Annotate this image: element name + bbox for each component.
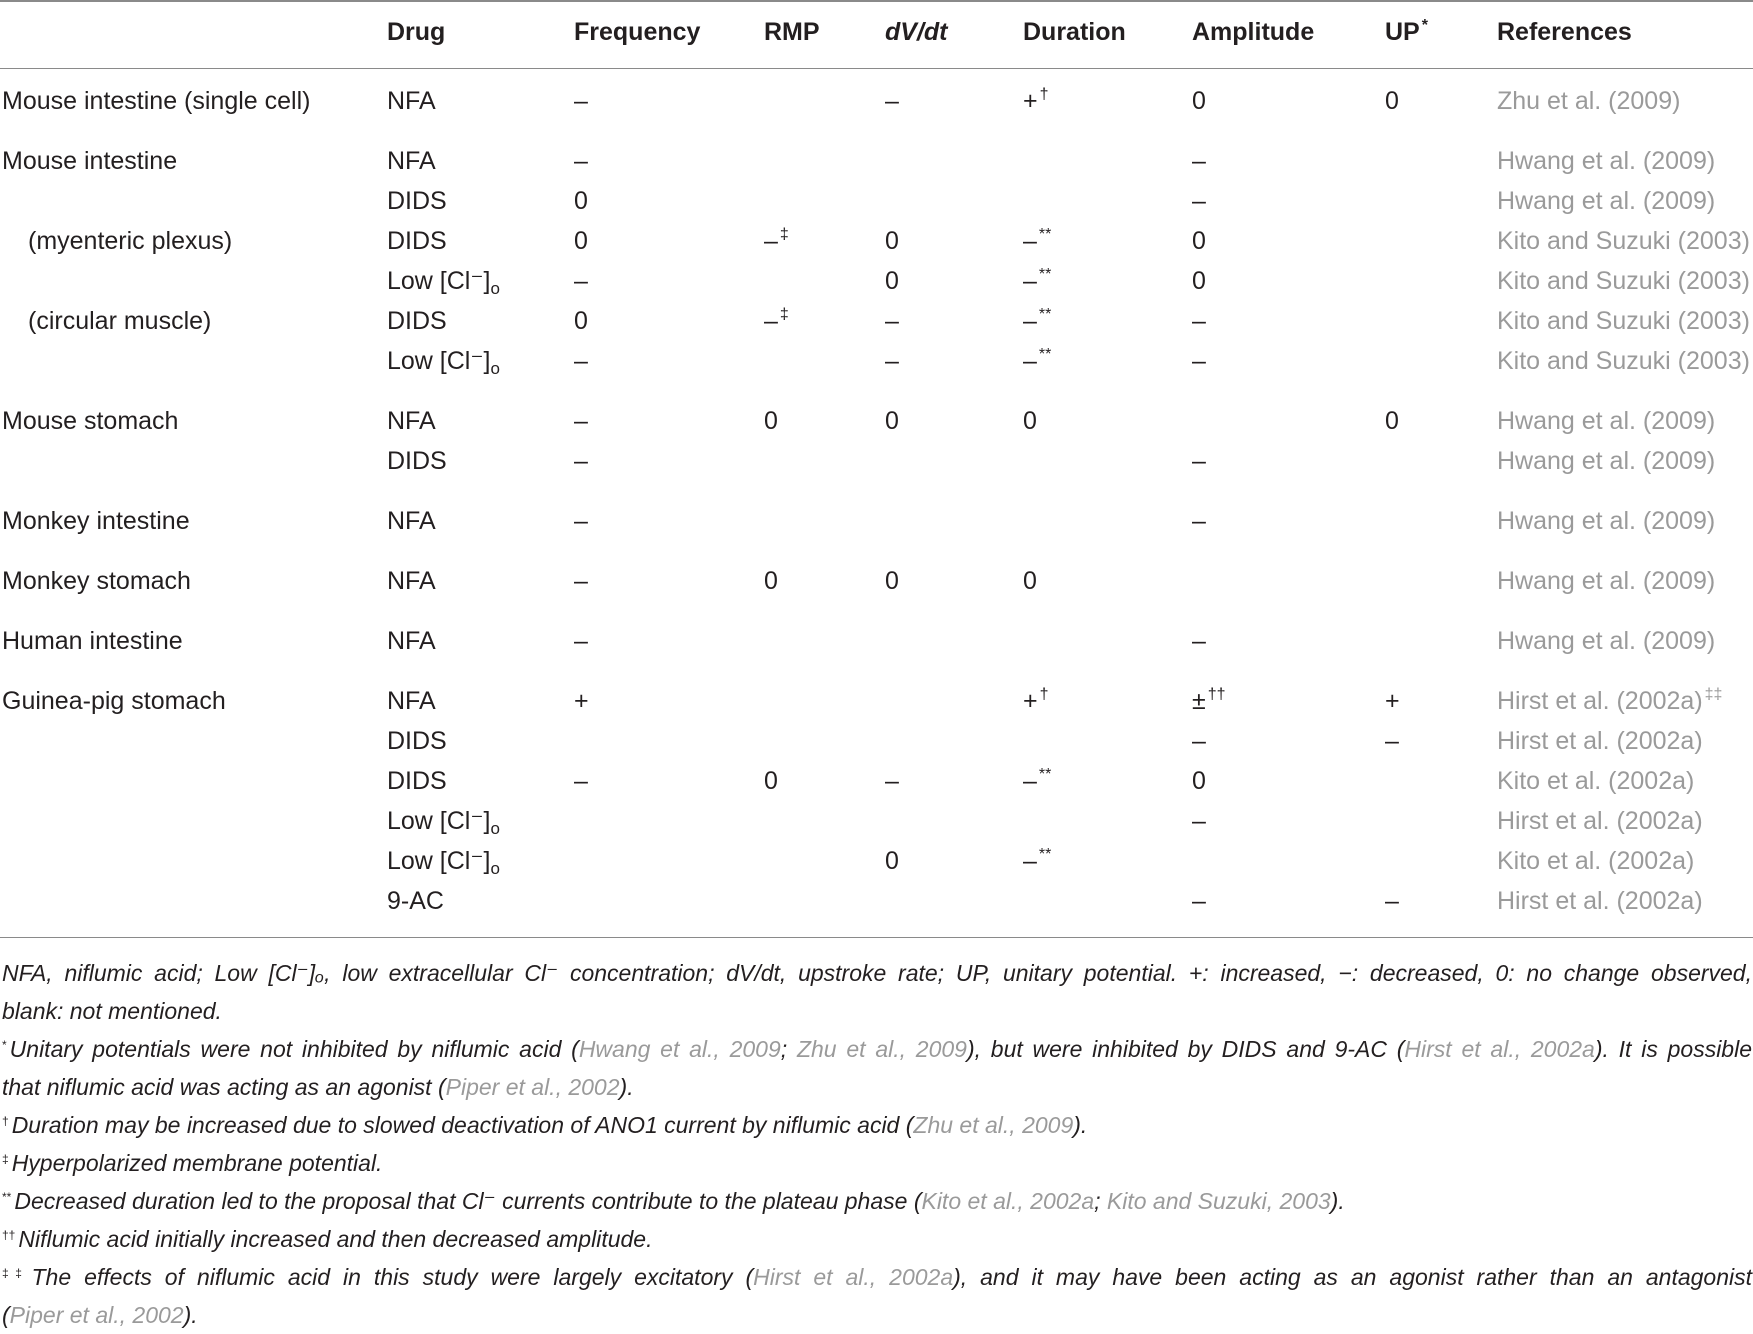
- cell-duration: 0: [1023, 407, 1037, 435]
- cell-drug: DIDS: [387, 187, 447, 215]
- header-up-mark: *: [1421, 17, 1428, 34]
- cell-amplitude: 0: [1192, 767, 1206, 795]
- table-bottom-rule: [0, 937, 1753, 938]
- cell-reference: Hwang et al. (2009): [1497, 507, 1716, 535]
- cell-drug: Low $[Cl^-]_o$: [387, 847, 500, 878]
- cell-reference: Kito et al. (2002a): [1497, 847, 1695, 875]
- cell-duration: + †: [1023, 686, 1049, 715]
- cell-reference: Hwang et al. (2009): [1497, 407, 1716, 435]
- cell-group: Human intestine: [2, 627, 183, 655]
- cell-drug: NFA: [387, 87, 436, 115]
- cell-rmp: 0: [764, 567, 778, 595]
- cell-amplitude: –: [1192, 187, 1206, 215]
- note-double-ddagger-line-2: (Piper et al., 2002).: [2, 1302, 198, 1328]
- header-amplitude: Amplitude: [1192, 18, 1315, 46]
- legend-line-1: NFA, niflumic acid; Low [Cl⁻]ₒ, low extracellular Cl⁻ concentration; dV/dt, upstroke rate; UP, unitary potential. +: increased, −: decreased, 0: no change observed,: [2, 960, 1752, 986]
- cell-drug: NFA: [387, 687, 436, 715]
- cell-drug-subscript: o: [490, 359, 500, 378]
- cell-dvdt: 0: [885, 847, 899, 875]
- note-ref-link[interactable]: Hirst et al., 2002a: [1404, 1036, 1595, 1062]
- cell-reference-mark: ‡‡: [1704, 686, 1723, 703]
- cell-duration-mark: **: [1038, 306, 1052, 323]
- cell-duration-mark: **: [1038, 346, 1052, 363]
- cell-drug: DIDS: [387, 447, 447, 475]
- cell-reference: Kito and Suzuki (2003): [1497, 267, 1750, 295]
- cell-duration: – **: [1023, 306, 1052, 335]
- cell-duration-mark: †: [1039, 86, 1049, 103]
- cell-up: –: [1385, 727, 1399, 755]
- cell-frequency: –: [574, 767, 588, 795]
- cell-drug: Low $[Cl^-]_o$: [387, 347, 500, 378]
- cell-frequency: 0: [574, 227, 588, 255]
- table-top-rule: [0, 0, 1753, 2]
- cell-drug: NFA: [387, 147, 436, 175]
- cell-drug: NFA: [387, 627, 436, 655]
- note-star-mark: *: [2, 1038, 7, 1052]
- note-dagger-mark: †: [2, 1114, 9, 1128]
- header-frequency: Frequency: [574, 18, 701, 46]
- note-ref-link[interactable]: Kito and Suzuki, 2003: [1106, 1188, 1331, 1214]
- header-drug: Drug: [387, 18, 446, 46]
- cell-amplitude: –: [1192, 147, 1206, 175]
- note-star-line-2: that niflumic acid was acting as an agonist (Piper et al., 2002).: [2, 1074, 634, 1100]
- note-ref-link[interactable]: Kito et al., 2002a: [921, 1188, 1095, 1214]
- cell-frequency: –: [574, 87, 588, 115]
- cell-dvdt: –: [885, 767, 899, 795]
- cell-group: Mouse stomach: [2, 407, 179, 435]
- cell-frequency: 0: [574, 307, 588, 335]
- note-double-ddagger-mark: ‡‡: [2, 1266, 29, 1280]
- cell-drug: 9-AC: [387, 887, 444, 915]
- cell-amplitude: 0: [1192, 87, 1206, 115]
- note-dagger: † Duration may be increased due to slowed deactivation of ANO1 current by niflumic acid (Zhu et al., 2009).: [2, 1112, 1088, 1138]
- cell-rmp: – ‡: [764, 226, 789, 255]
- cell-rmp-mark: ‡: [779, 306, 789, 323]
- cell-rmp: – ‡: [764, 306, 789, 335]
- note-double-dagger: †† Niflumic acid initially increased and then decreased amplitude.: [2, 1226, 653, 1252]
- cell-drug: DIDS: [387, 767, 447, 795]
- legend-line-2: blank: not mentioned.: [2, 998, 222, 1024]
- cell-amplitude: 0: [1192, 267, 1206, 295]
- cell-amplitude: –: [1192, 507, 1206, 535]
- note-double-star: ** Decreased duration led to the proposal that Cl⁻ currents contribute to the plateau phase (Kito et al., 2002a; Kito and Suzuki, 2003).: [2, 1188, 1345, 1214]
- cell-duration: – **: [1023, 346, 1052, 375]
- cell-amplitude: 0: [1192, 227, 1206, 255]
- cell-up: 0: [1385, 407, 1399, 435]
- cell-drug-subscript: o: [490, 819, 500, 838]
- cell-duration: – **: [1023, 846, 1052, 875]
- cell-drug: Low $[Cl^-]_o$: [387, 807, 500, 838]
- cell-reference: Hwang et al. (2009): [1497, 627, 1716, 655]
- cell-reference: Hwang et al. (2009): [1497, 447, 1716, 475]
- note-ddagger-mark: ‡: [2, 1152, 9, 1166]
- cell-group: Guinea-pig stomach: [2, 687, 226, 715]
- cell-group: (circular muscle): [28, 307, 212, 335]
- table-notes: [2, 954, 1752, 1334]
- cell-frequency: –: [574, 347, 588, 375]
- cell-dvdt: 0: [885, 227, 899, 255]
- cell-drug-subscript: o: [490, 859, 500, 878]
- cell-drug: NFA: [387, 407, 436, 435]
- note-double-star-mark: **: [2, 1190, 12, 1204]
- cell-frequency: –: [574, 447, 588, 475]
- cell-group: Monkey stomach: [2, 567, 191, 595]
- cell-rmp-mark: ‡: [779, 226, 789, 243]
- cell-amplitude: –: [1192, 347, 1206, 375]
- cell-duration: 0: [1023, 567, 1037, 595]
- cell-reference: Hwang et al. (2009): [1497, 187, 1716, 215]
- cell-rmp: 0: [764, 407, 778, 435]
- cell-reference: Hirst et al. (2002a): [1497, 727, 1703, 755]
- note-ref-link[interactable]: Piper et al., 2002: [9, 1302, 184, 1328]
- cell-reference: Kito and Suzuki (2003): [1497, 307, 1750, 335]
- note-ref-link[interactable]: Zhu et al., 2009: [913, 1112, 1074, 1138]
- cell-duration: – **: [1023, 766, 1052, 795]
- header-dvdt: dV/dt: [885, 18, 948, 46]
- note-double-dagger-mark: ††: [2, 1228, 16, 1242]
- cell-dvdt: 0: [885, 407, 899, 435]
- cell-duration-mark: **: [1038, 226, 1052, 243]
- cell-drug: DIDS: [387, 727, 447, 755]
- cell-up: –: [1385, 887, 1399, 915]
- cell-up: 0: [1385, 87, 1399, 115]
- note-ref-link[interactable]: Piper et al., 2002: [445, 1074, 620, 1100]
- cell-reference: Hirst et al. (2002a): [1497, 887, 1703, 915]
- cell-frequency: –: [574, 147, 588, 175]
- cell-frequency: –: [574, 507, 588, 535]
- cell-amplitude: –: [1192, 307, 1206, 335]
- cell-drug: DIDS: [387, 227, 447, 255]
- cell-frequency: –: [574, 267, 588, 295]
- cell-group: Monkey intestine: [2, 507, 190, 535]
- cell-reference: Kito and Suzuki (2003): [1497, 347, 1750, 375]
- cell-drug: DIDS: [387, 307, 447, 335]
- cell-reference: Zhu et al. (2009): [1497, 87, 1681, 115]
- cell-dvdt: 0: [885, 567, 899, 595]
- cell-amplitude: –: [1192, 807, 1206, 835]
- cell-frequency: +: [574, 687, 589, 715]
- cell-amplitude: –: [1192, 627, 1206, 655]
- cell-frequency: –: [574, 407, 588, 435]
- cell-frequency: –: [574, 627, 588, 655]
- header-up: UP *: [1385, 17, 1428, 46]
- cell-frequency: 0: [574, 187, 588, 215]
- cell-reference: Hwang et al. (2009): [1497, 147, 1716, 175]
- cell-amplitude: –: [1192, 887, 1206, 915]
- cell-amplitude: –: [1192, 447, 1206, 475]
- cell-duration-mark: **: [1038, 846, 1052, 863]
- cell-drug-subscript: o: [490, 279, 500, 298]
- cell-duration-mark: †: [1039, 686, 1049, 703]
- cell-drug: Low $[Cl^-]_o$: [387, 267, 500, 298]
- cell-reference: Hirst et al. (2002a) ‡‡: [1497, 686, 1723, 715]
- cell-group: (myenteric plexus): [28, 227, 233, 255]
- cell-amplitude-mark: ††: [1207, 686, 1226, 703]
- cell-amplitude: ± ††: [1192, 686, 1226, 715]
- note-ddagger: ‡ Hyperpolarized membrane potential.: [2, 1150, 383, 1176]
- cell-duration-mark: **: [1038, 766, 1052, 783]
- cell-dvdt: –: [885, 347, 899, 375]
- header-duration: Duration: [1023, 18, 1126, 46]
- cell-drug: NFA: [387, 567, 436, 595]
- cell-reference: Hirst et al. (2002a): [1497, 807, 1703, 835]
- cell-frequency: –: [574, 567, 588, 595]
- note-star-line-1: * Unitary potentials were not inhibited by niflumic acid (Hwang et al., 2009; Zhu et al., 2009), but were inhibited by DIDS and 9-AC (Hirst et al., 2002a). It is possible: [2, 1036, 1753, 1062]
- header-references: References: [1497, 18, 1632, 46]
- cell-amplitude: –: [1192, 727, 1206, 755]
- cell-dvdt: –: [885, 87, 899, 115]
- note-double-ddagger-line-1: ‡‡ The effects of niflumic acid in this study were largely excitatory (Hirst et al., 2002a), and it may have been acting as an agonist rather than an antagonist: [2, 1264, 1753, 1290]
- cell-reference: Hwang et al. (2009): [1497, 567, 1716, 595]
- cell-group: Mouse intestine: [2, 147, 178, 175]
- header-bottom-rule: [0, 68, 1753, 69]
- cell-duration-mark: **: [1038, 266, 1052, 283]
- cell-reference: Kito et al. (2002a): [1497, 767, 1695, 795]
- cell-duration: – **: [1023, 266, 1052, 295]
- cell-up: +: [1385, 687, 1400, 715]
- cell-duration: + †: [1023, 86, 1049, 115]
- cell-dvdt: –: [885, 307, 899, 335]
- cell-dvdt: 0: [885, 267, 899, 295]
- cell-rmp: 0: [764, 767, 778, 795]
- note-ref-link[interactable]: Zhu et al., 2009: [796, 1036, 967, 1062]
- header-rmp: RMP: [764, 18, 820, 46]
- cell-drug: NFA: [387, 507, 436, 535]
- cell-group: Mouse intestine (single cell): [2, 87, 311, 115]
- note-ref-link[interactable]: Hwang et al., 2009: [578, 1036, 781, 1062]
- cell-reference: Kito and Suzuki (2003): [1497, 227, 1750, 255]
- note-ref-link[interactable]: Hirst et al., 2002a: [753, 1264, 954, 1290]
- cell-duration: – **: [1023, 226, 1052, 255]
